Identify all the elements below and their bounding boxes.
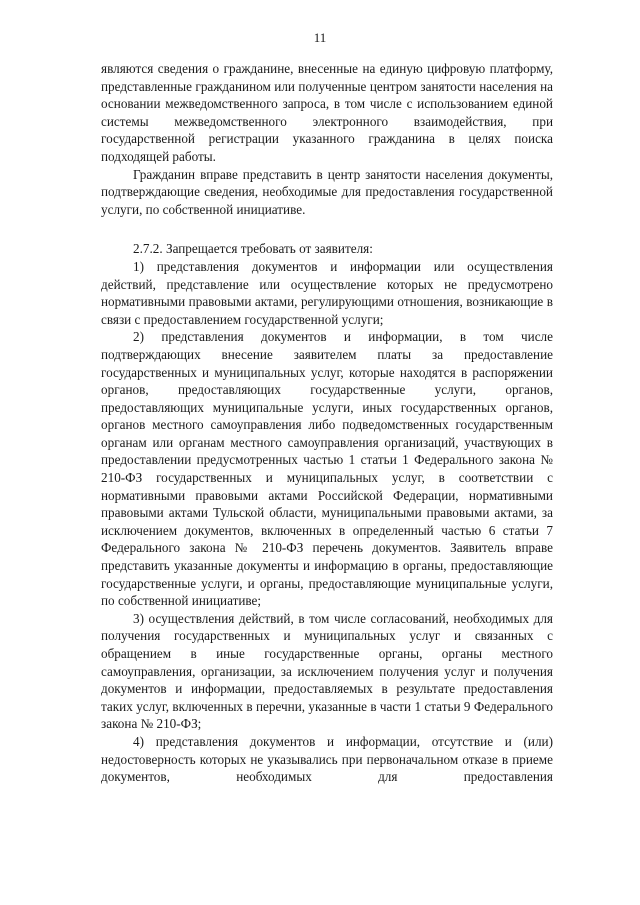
paragraph-citizen-data: являются сведения о гражданине, внесенные на единую цифровую платформу, представленные гражданином или полученные центром занятости населения на основании межведомственного запроса, в том числе с использованием единой системы межведомственного электронного взаимодействия, при государственной регистрации указанного гражданина в целях поиска подходящей работы.	[101, 61, 553, 164]
document-body	[101, 60, 553, 786]
paragraph-item-3: 3) осуществления действий, в том числе согласований, необходимых для получения государственных и муниципальных услуг и связанных с обращением в иные государственные органы, органы местного самоуправления, организации, за исключением получения услуг и получения документов и информации, предоставляемых в результате предоставления таких услуг, включенных в перечни, указанные в части 1 статьи 9 Федерального закона № 210-ФЗ;	[101, 610, 553, 732]
paragraph-item-4: 4) представления документов и информации, отсутствие и (или) недостоверность которых не указывались при первоначальном отказе в приеме документов, необходимых для предоставления	[101, 733, 553, 785]
paragraph-item-2: 2) представления документов и информации, в том числе подтверждающих внесение заявителем платы за предоставление государственных и муниципальных услуг, которые находятся в распоряжении органов, предоставляющих государственные услуги, органов, предоставляющих муниципальные услуги, иных государственных органов, органов местного самоуправления либо подведомственных государственным органам или органам местного самоуправления организаций, участвующих в предоставлении предусмотренных частью 1 статьи 1 Федерального закона № 210-ФЗ государственных и муниципальных услуг, в соответствии с нормативными правовыми актами Российской Федерации, нормативными правовыми актами Тульской области, муниципальными правовыми актами, за исключением документов, включенных в определенный частью 6 статьи 7 Федерального закона № 210-ФЗ перечень документов. Заявитель вправе представить указанные документы и информацию в органы, предоставляющие государственные услуги, и органы, предоставляющие муниципальные услуги, по собственной инициативе;	[101, 329, 553, 609]
paragraph-section-2-7-2: 2.7.2. Запрещается требовать от заявителя:	[133, 241, 373, 257]
paragraph-own-initiative: Гражданин вправе представить в центр занятости населения документы, подтверждающие сведения, необходимые для предоставления государственной услуги, по собственной инициативе.	[101, 166, 553, 217]
page-number: 11	[313, 30, 327, 45]
paragraph-item-1: 1) представления документов и информации или осуществления действий, представление или осуществление которых не предусмотрено нормативными правовыми актами, регулирующими отношения, возникающие в связи с предоставлением государственной услуги;	[101, 258, 553, 327]
